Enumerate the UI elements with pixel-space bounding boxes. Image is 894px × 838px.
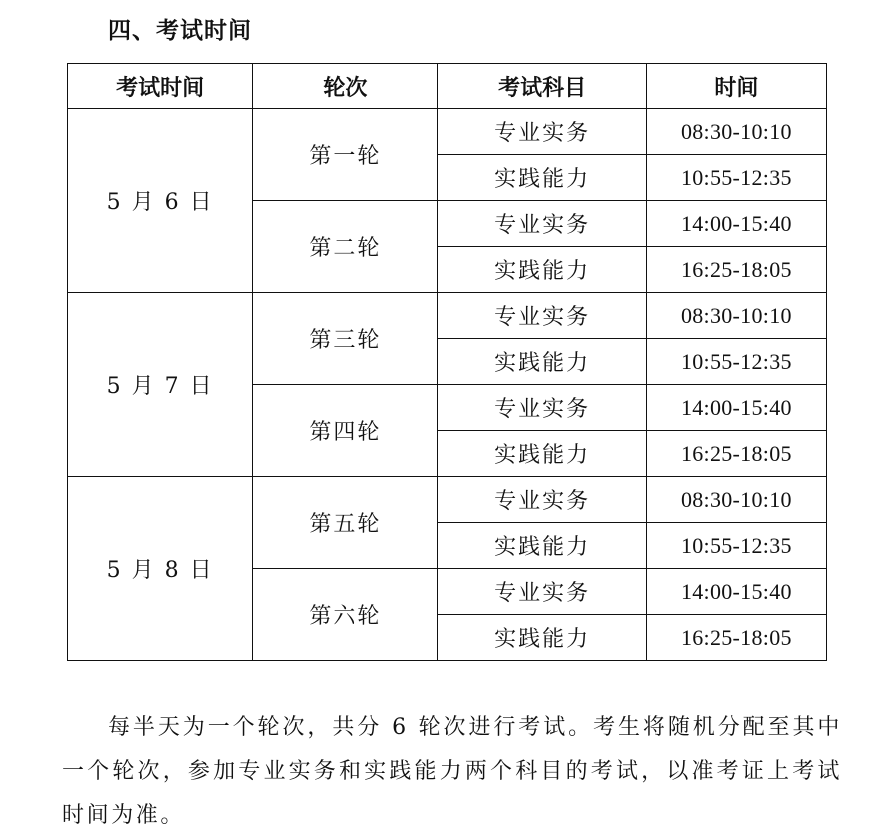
date-cell: 5 月 7 日 — [68, 293, 253, 477]
subject-cell: 实践能力 — [438, 247, 646, 293]
time-cell: 14:00-15:40 — [646, 569, 826, 615]
subject-cell: 专业实务 — [438, 201, 646, 247]
subject-cell: 实践能力 — [438, 523, 646, 569]
subject-cell: 实践能力 — [438, 339, 646, 385]
time-cell: 08:30-10:10 — [646, 109, 826, 155]
exam-note-paragraph: 每半天为一个轮次，共分 6 轮次进行考试。考生将随机分配至其中一个轮次，参加专业实务和实践能力两个科目的考试，以准考证上考试时间为准。 — [62, 715, 842, 828]
subject-cell: 专业实务 — [438, 569, 646, 615]
round-cell: 第一轮 — [253, 109, 438, 201]
time-cell: 14:00-15:40 — [646, 385, 826, 431]
date-cell: 5 月 6 日 — [68, 109, 253, 293]
time-cell: 16:25-18:05 — [646, 247, 826, 293]
round-cell: 第六轮 — [253, 569, 438, 661]
table-header-row — [68, 64, 827, 109]
time-cell: 10:55-12:35 — [646, 339, 826, 385]
header-exam-date: 考试时间 — [68, 64, 253, 109]
time-cell: 16:25-18:05 — [646, 615, 826, 661]
time-cell: 10:55-12:35 — [646, 523, 826, 569]
subject-cell: 实践能力 — [438, 615, 646, 661]
round-cell: 第二轮 — [253, 201, 438, 293]
time-cell: 14:00-15:40 — [646, 201, 826, 247]
time-cell: 08:30-10:10 — [646, 293, 826, 339]
round-cell: 第四轮 — [253, 385, 438, 477]
subject-cell: 实践能力 — [438, 431, 646, 477]
header-time: 时间 — [646, 64, 826, 109]
time-cell: 16:25-18:05 — [646, 431, 826, 477]
section-heading: 四、考试时间 — [108, 17, 252, 44]
date-cell: 5 月 8 日 — [68, 477, 253, 661]
subject-cell: 专业实务 — [438, 477, 646, 523]
header-round: 轮次 — [253, 64, 438, 109]
subject-cell: 专业实务 — [438, 385, 646, 431]
time-cell: 10:55-12:35 — [646, 155, 826, 201]
round-cell: 第五轮 — [253, 477, 438, 569]
table-row — [68, 109, 827, 155]
subject-cell: 专业实务 — [438, 109, 646, 155]
header-subject: 考试科目 — [438, 64, 646, 109]
exam-schedule-table — [67, 63, 827, 661]
table-row — [68, 293, 827, 339]
table-row — [68, 477, 827, 523]
subject-cell: 专业实务 — [438, 293, 646, 339]
time-cell: 08:30-10:10 — [646, 477, 826, 523]
round-cell: 第三轮 — [253, 293, 438, 385]
subject-cell: 实践能力 — [438, 155, 646, 201]
